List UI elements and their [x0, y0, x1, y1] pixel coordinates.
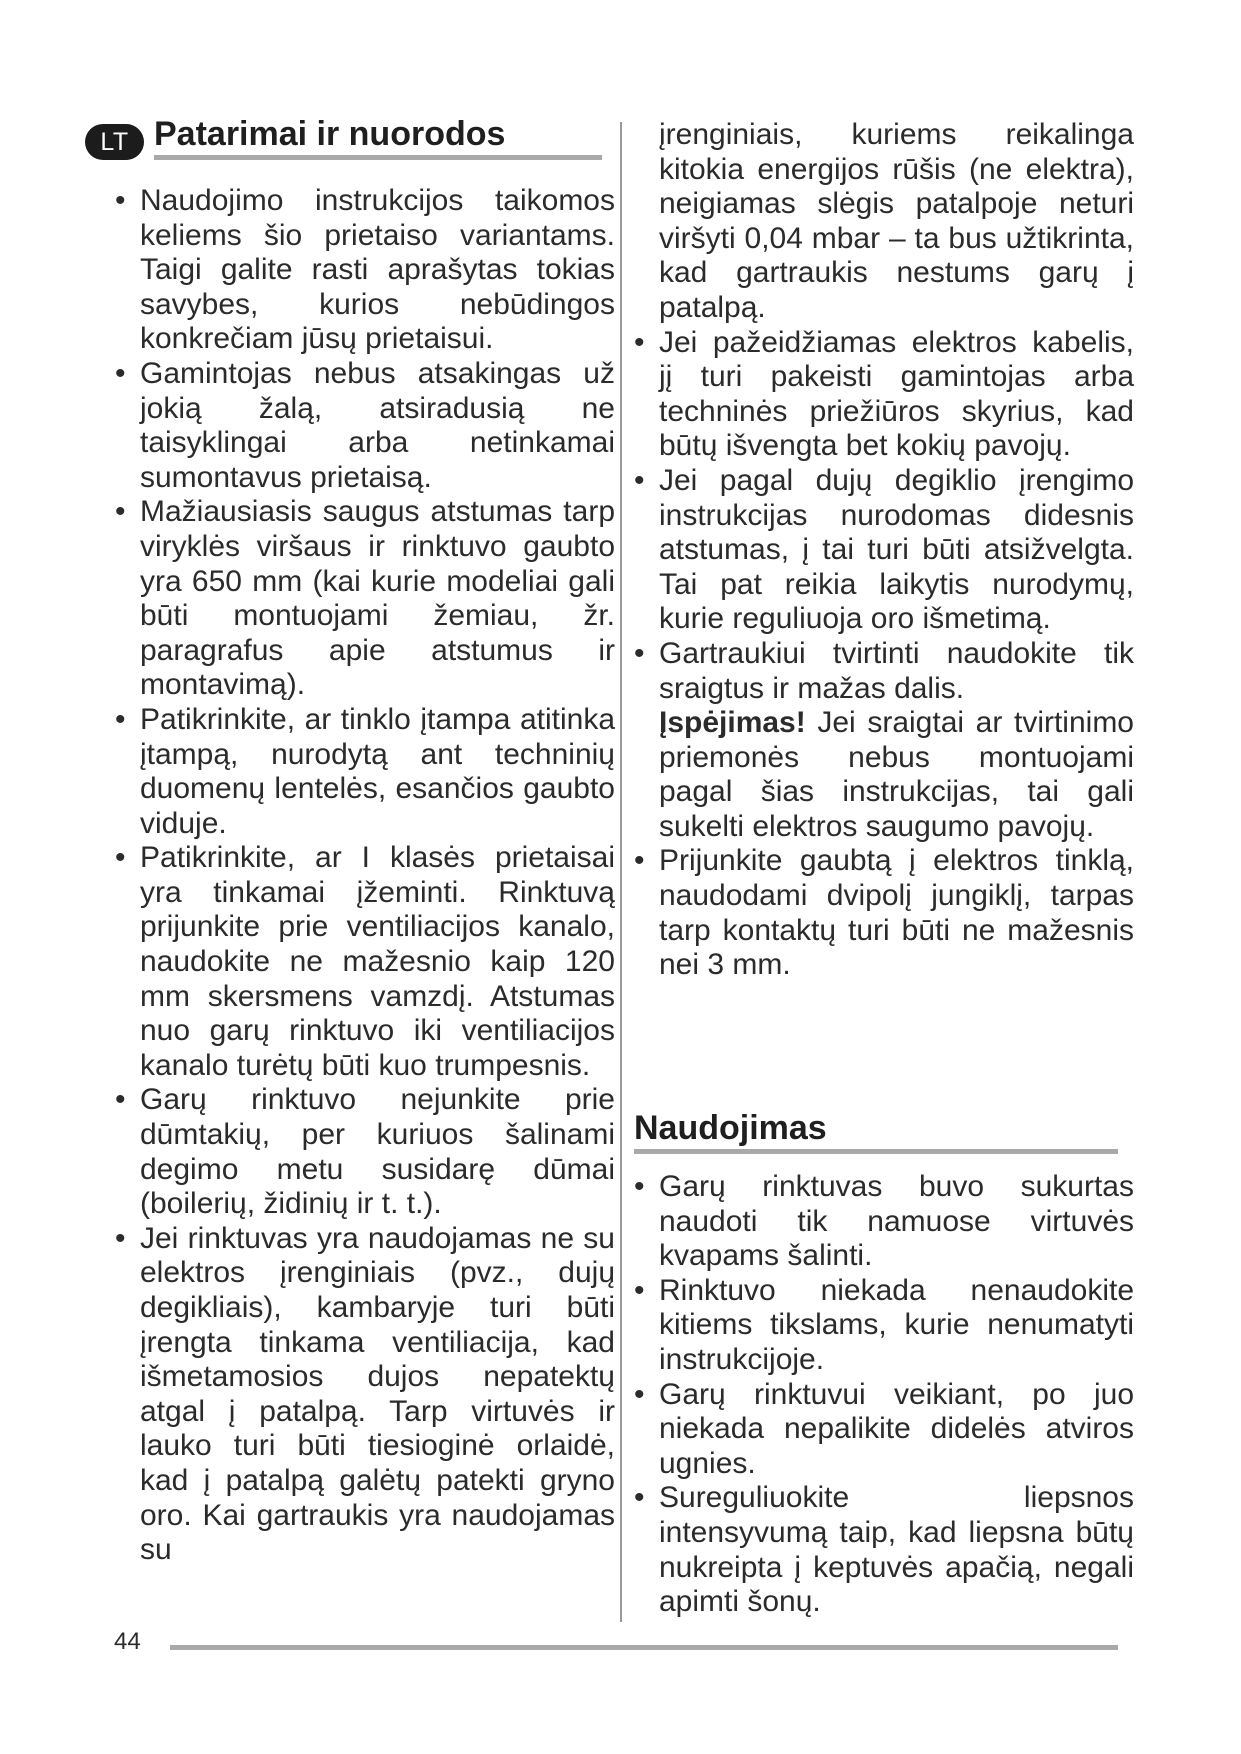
- title-underline: [154, 155, 602, 160]
- continued-text: įrenginiais, kuriems reikalinga kitokia energijos rūšis (ne elektra), neigiamas slėgis patalpoje neturi viršyti 0,04 mbar – ta bus užtikrinta, kad gartraukis nestums garų į patalpą.: [659, 118, 1134, 324]
- list-item: • Gartraukiui tvirtinti naudokite tik sraigtus ir mažas dalis.: [631, 637, 1134, 706]
- usage-list: [631, 1170, 1134, 1620]
- list-item: • Jei pažeidžiamas elektros kabelis, jį turi pakeisti gamintojas arba techninės priežiūros skyrius, kad būtų išvengta bet kokių pavojų.: [631, 326, 1134, 464]
- column-divider: [620, 122, 622, 1622]
- list-item: • Rinktuvo niekada nenaudokite kitiems tikslams, kurie nenumatyti instrukcijoje.: [631, 1274, 1134, 1378]
- section-title-usage: Naudojimas: [634, 1109, 827, 1147]
- warning-paragraph: [631, 706, 1134, 844]
- warning-label: Įspėjimas!: [659, 706, 806, 740]
- list-item: • Garų rinktuvui veikiant, po juo niekada nepalikite didelės atviros ugnies.: [631, 1378, 1134, 1482]
- list-item: • Prijunkite gaubtą į elektros tinklą, naudodami dvipolį jungiklį, tarpas tarp kontaktų turi būti ne mažesnis nei 3 mm.: [631, 844, 1134, 982]
- list-item: • Mažiausiasis saugus atstumas tarp viryklės viršaus ir rinktuvo gaubto yra 650 mm (kai kurie modeliai gali būti montuojami žemiau, žr. paragrafus apie atstumus ir montavimą).: [112, 495, 615, 703]
- section-title-tips: Patarimai ir nuorodos: [154, 115, 506, 153]
- right-column: [631, 118, 1134, 983]
- list-item: • Jei pagal dujų degiklio įrengimo instrukcijas nurodomas didesnis atstumas, į tai turi būti atsižvelgta. Tai pat reikia laikytis nurodymų, kurie reguliuoja oro išmetimą.: [631, 464, 1134, 637]
- footer-rule: [170, 1645, 1118, 1650]
- title-underline: [634, 1149, 1118, 1154]
- list-item: • Garų rinktuvo nejunkite prie dūmtakių, per kuriuos šalinami degimo metu susidarę dūmai (boilerių, židinių ir t. t.).: [112, 1083, 615, 1221]
- language-badge: LT: [85, 124, 144, 160]
- list-item: • Sureguliuokite liepsnos intensyvumą taip, kad liepsna būtų nukreipta į keptuvės apačią, negali apimti šonų.: [631, 1481, 1134, 1619]
- list-item: • Patikrinkite, ar tinklo įtampa atitinka įtampą, nurodytą ant techninių duomenų lentelės, esančios gaubto viduje.: [112, 703, 615, 841]
- list-item: • Garų rinktuvas buvo sukurtas naudoti tik namuose virtuvės kvapams šalinti.: [631, 1170, 1134, 1274]
- list-item: • Gamintojas nebus atsakingas už jokią žalą, atsiradusią ne taisyklingai arba netinkamai sumontavus prietaisą.: [112, 357, 615, 495]
- list-item: • Patikrinkite, ar I klasės prietaisai yra tinkamai įžeminti. Rinktuvą prijunkite prie ventiliacijos kanalo, naudokite ne mažesnio kaip 120 mm skersmens vamzdį. Atstumas nuo garų rinktuvo iki ventiliacijos kanalo turėtų būti kuo trumpesnis.: [112, 841, 615, 1083]
- list-item: • Naudojimo instrukcijos taikomos keliems šio prietaiso variantams. Taigi galite rasti aprašytas tokias savybes, kurios nebūdingos konkrečiam jūsų prietaisui.: [112, 184, 615, 357]
- page-number: 44: [114, 1628, 141, 1655]
- left-column: [112, 184, 615, 1568]
- list-item: • Jei rinktuvas yra naudojamas ne su elektros įrenginiais (pvz., dujų degikliais), kambaryje turi būti įrengta tinkama ventiliacija, kad išmetamosios dujos nepatektų atgal į patalpą. Tarp virtuvės ir lauko turi būti tiesioginė orlaidė, kad į patalpą galėtų patekti gryno oro. Kai gartraukis yra naudojamas su: [112, 1222, 615, 1568]
- warning-text: Jei sraigtai ar tvirtinimo priemonės nebus montuojami pagal šias instrukcijas, tai gali sukelti elektros saugumo pavojų.: [659, 706, 1134, 843]
